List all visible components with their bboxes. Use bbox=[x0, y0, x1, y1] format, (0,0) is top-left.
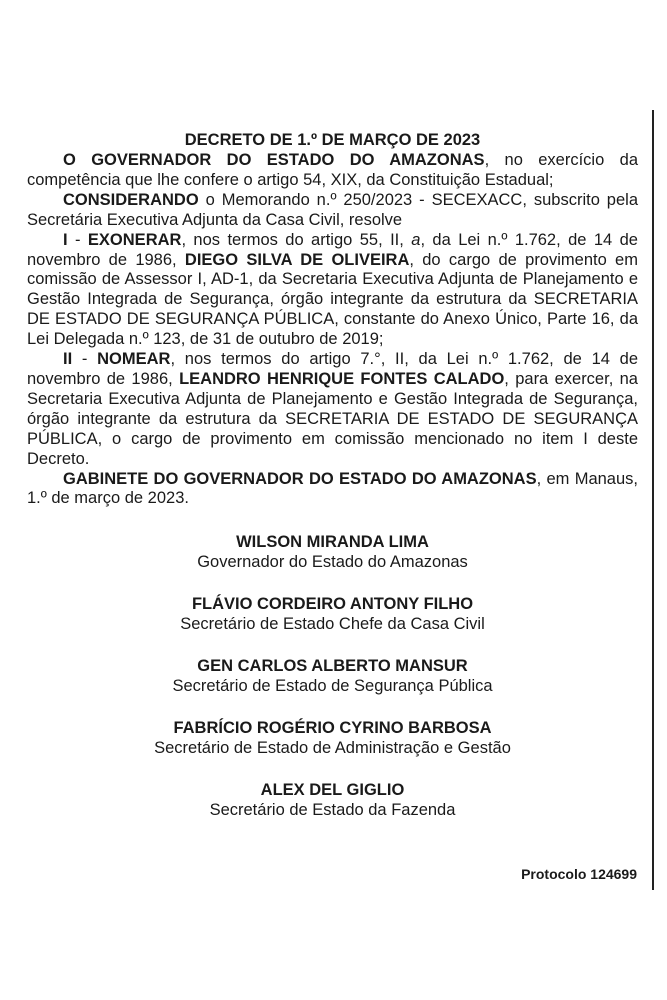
signer bbox=[27, 780, 638, 820]
item2-text-a: , nos termos do artigo 7.°, II, da Lei n.º 1.762, de 14 de novembro de 1986, bbox=[27, 350, 639, 388]
item1-text-a: , nos termos do artigo 55, II, bbox=[181, 230, 412, 249]
signer-role: Secretário de Estado Chefe da Casa Civil bbox=[180, 615, 485, 634]
item1-letter: a bbox=[411, 230, 421, 249]
item-nomear bbox=[27, 350, 638, 469]
closing-text: , em Manaus, 1.º de março de 2023. bbox=[27, 469, 638, 508]
signer-name: FLÁVIO CORDEIRO ANTONY FILHO bbox=[191, 595, 474, 614]
page-edge-rule bbox=[652, 110, 654, 890]
signer-name: ALEX DEL GIGLIO bbox=[260, 781, 405, 800]
closing-label: GABINETE DO GOVERNADOR DO ESTADO DO AMAZONAS bbox=[63, 469, 537, 488]
signature-block bbox=[27, 532, 638, 820]
signer-role: Secretário de Estado de Administração e Gestão bbox=[154, 739, 511, 758]
item-exonerar bbox=[27, 231, 638, 350]
signer-name: GEN CARLOS ALBERTO MANSUR bbox=[197, 657, 468, 676]
protocol-number: Protocolo 124699 bbox=[521, 866, 637, 882]
signer-name: FABRÍCIO ROGÉRIO CYRINO BARBOSA bbox=[173, 719, 492, 738]
decree-document bbox=[27, 129, 638, 842]
item1-person: DIEGO SILVA DE OLIVEIRA bbox=[184, 250, 410, 269]
item1-action: EXONERAR bbox=[87, 230, 182, 249]
signer bbox=[27, 718, 638, 758]
considering-text: o Memorando n.º 250/2023 - SECEXACC, subscrito pela Secretária Executiva Adjunta da Casa Civil, resolve bbox=[27, 190, 638, 229]
decree-title: DECRETO DE 1.º DE MARÇO DE 2023 bbox=[184, 131, 481, 149]
signer-role: Secretário de Estado de Segurança Pública bbox=[172, 677, 493, 696]
signer-name: WILSON MIRANDA LIMA bbox=[236, 533, 429, 552]
signer-role: Governador do Estado do Amazonas bbox=[197, 553, 468, 572]
item2-sep: - bbox=[72, 350, 98, 369]
governor-text: , no exercício da competência que lhe confere o artigo 54, XIX, da Constituição Estadual; bbox=[27, 151, 639, 189]
preamble-considering bbox=[27, 191, 638, 231]
item2-text-b: , para exercer, na Secretaria Executiva Adjunta de Planejamento e Gestão Integrada de Segurança, órgão integrante da estrutura da SECRETARIA DE ESTADO DE SEGURANÇA PÚBLICA, o cargo de provimento em comissão mencionado no item I deste Decreto. bbox=[27, 369, 638, 468]
item1-numeral: I bbox=[63, 230, 68, 249]
item2-person: LEANDRO HENRIQUE FONTES CALADO bbox=[179, 369, 505, 388]
item1-text-b: , da Lei n.º 1.762, de 14 de novembro de 1986, bbox=[27, 230, 638, 269]
item1-text-c: , do cargo de provimento em comissão de Assessor I, AD-1, da Secretaria Executiva Adjunta de Planejamento e Gestão Integrada de Segurança, órgão integrante da estrutura da SECRETARIA DE ESTADO DE SEGURANÇA PÚBLICA, constante do Anexo Único, Parte 16, da Lei Delegada n.º 123, de 31 de outubro de 2019; bbox=[27, 250, 638, 349]
signer bbox=[27, 532, 638, 572]
closing-paragraph bbox=[27, 470, 638, 510]
signer bbox=[27, 594, 638, 634]
governor-label: O GOVERNADOR DO ESTADO DO AMAZONAS bbox=[63, 151, 485, 169]
item2-numeral: II bbox=[63, 350, 73, 369]
signer-role: Secretário de Estado da Fazenda bbox=[209, 801, 456, 820]
item1-sep: - bbox=[67, 230, 88, 249]
item2-action: NOMEAR bbox=[97, 350, 171, 369]
signer bbox=[27, 656, 638, 696]
considering-label: CONSIDERANDO bbox=[63, 190, 199, 209]
preamble-governor bbox=[27, 151, 638, 191]
